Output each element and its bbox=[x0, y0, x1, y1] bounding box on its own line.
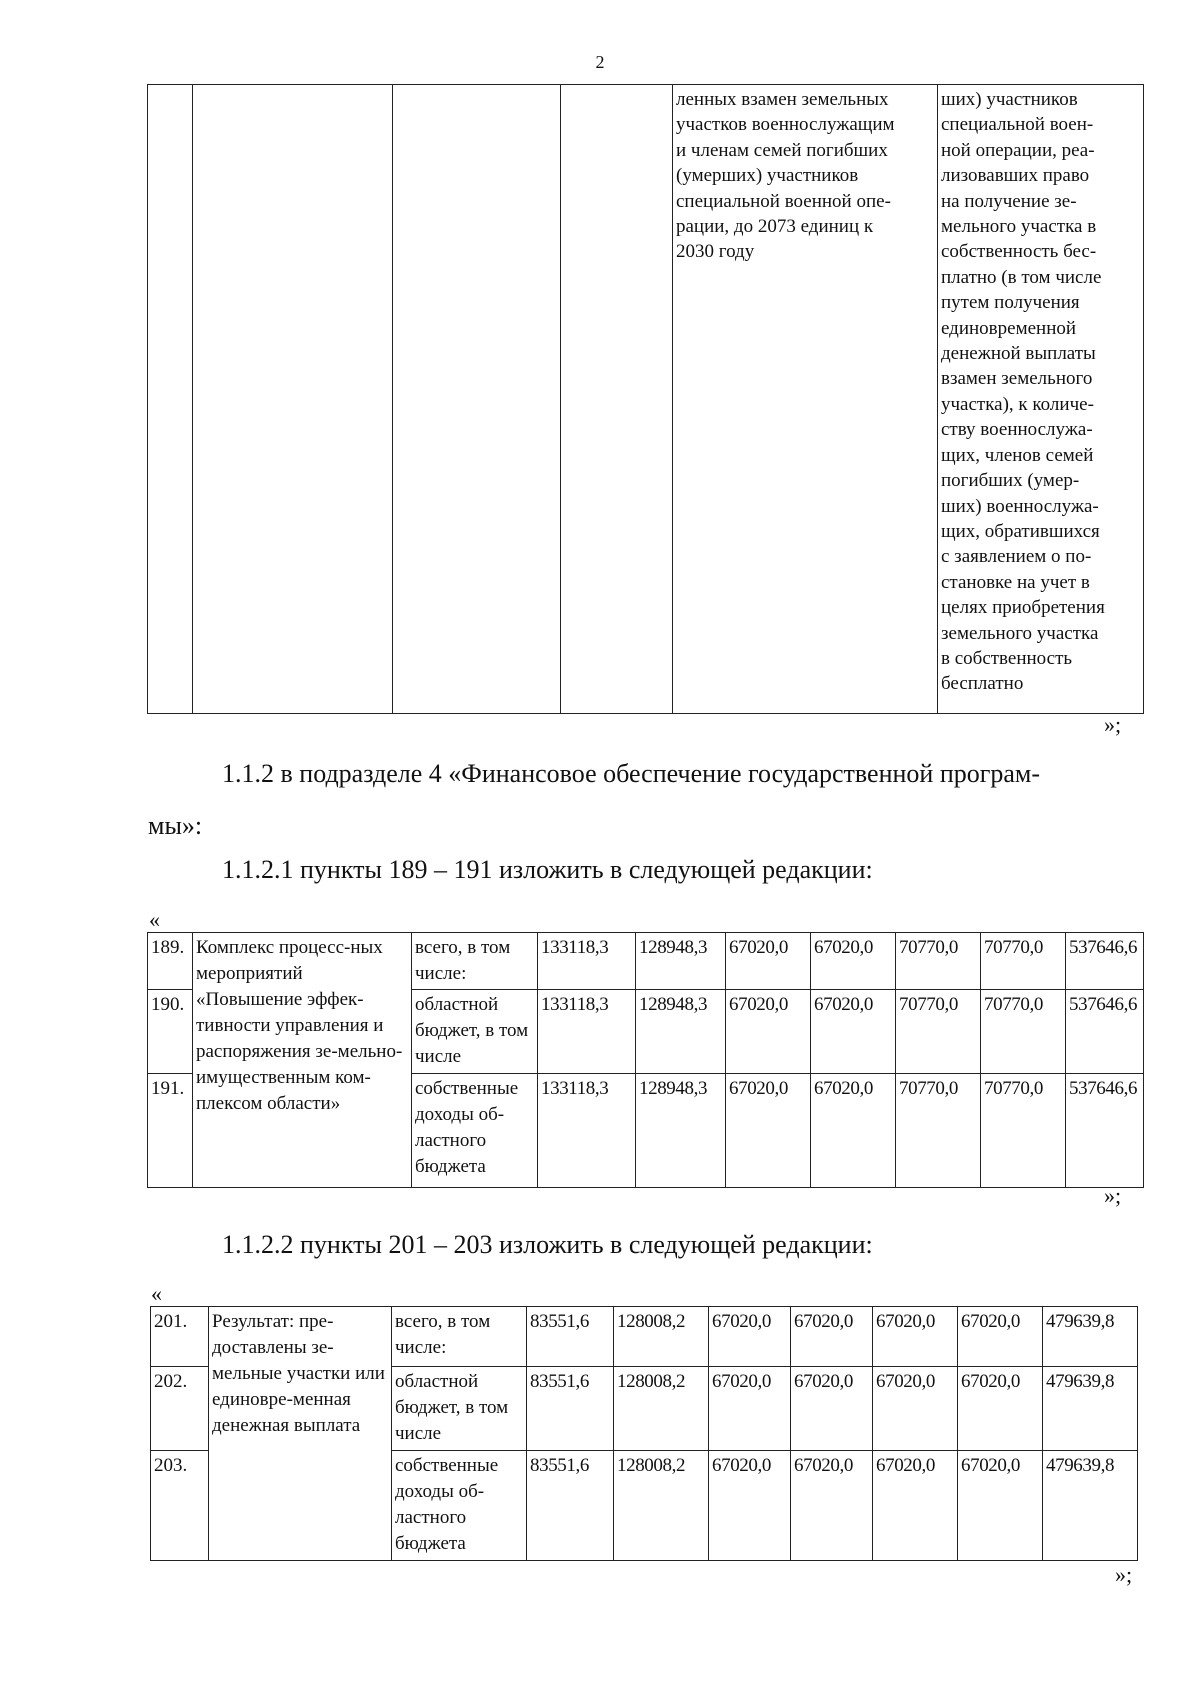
value-cell: 67020,0 bbox=[709, 1451, 791, 1561]
text-line: участка), к количе- bbox=[941, 393, 1094, 415]
value-cell: 67020,0 bbox=[726, 990, 811, 1074]
funding-source: областной бюджет, в том числе bbox=[392, 1367, 527, 1451]
value-cell: 67020,0 bbox=[791, 1367, 873, 1451]
text-line: рации, до 2073 единиц к bbox=[676, 216, 874, 238]
text-line: с заявлением о по- bbox=[941, 546, 1092, 568]
value-cell: 83551,6 bbox=[527, 1307, 614, 1367]
closing-quote: »; bbox=[1104, 712, 1122, 737]
paragraph-1-1-2: 1.1.2 в подразделе 4 «Финансовое обеспечение государственной програм- bbox=[222, 759, 1041, 788]
text-line: взамен земельного bbox=[941, 368, 1093, 390]
value-cell: 67020,0 bbox=[726, 933, 811, 990]
indicator-method-cell bbox=[938, 85, 1144, 714]
text-line: единовременной bbox=[941, 317, 1077, 339]
continuation-table bbox=[147, 84, 1144, 714]
indicator-description-cell bbox=[673, 85, 938, 714]
text-line: и членам семей погибших bbox=[676, 139, 888, 161]
row-number: 191. bbox=[148, 1074, 193, 1188]
text-line: ших) участников bbox=[941, 89, 1078, 110]
value-cell: 537646,6 bbox=[1066, 933, 1144, 990]
value-cell: 67020,0 bbox=[873, 1451, 958, 1561]
value-cell: 128008,2 bbox=[614, 1451, 709, 1561]
value-cell: 67020,0 bbox=[811, 933, 896, 990]
text-line: на получение зе- bbox=[941, 190, 1077, 212]
text-line: лизовавших право bbox=[941, 165, 1090, 187]
text-line: целях приобретения bbox=[941, 597, 1105, 619]
opening-quote: « bbox=[151, 1281, 162, 1306]
value-cell: 70770,0 bbox=[981, 1074, 1066, 1188]
value-cell: 67020,0 bbox=[958, 1307, 1043, 1367]
opening-quote: « bbox=[149, 907, 160, 932]
text-line: мельного участка в bbox=[941, 216, 1097, 238]
table-cell bbox=[393, 85, 561, 714]
text-line: специальной военной опе- bbox=[676, 190, 891, 212]
paragraph-1-1-2-1: 1.1.2.1 пункты 189 – 191 изложить в следующей редакции: bbox=[222, 855, 873, 884]
funding-source: собственные доходы об-ластного бюджета bbox=[412, 1074, 538, 1188]
value-cell: 128008,2 bbox=[614, 1367, 709, 1451]
value-cell: 128948,3 bbox=[636, 990, 726, 1074]
value-cell: 70770,0 bbox=[981, 990, 1066, 1074]
value-cell: 67020,0 bbox=[791, 1307, 873, 1367]
finance-table-189-191 bbox=[147, 932, 1144, 1188]
value-cell: 67020,0 bbox=[811, 990, 896, 1074]
text-line: щих, обратившихся bbox=[941, 520, 1100, 542]
value-cell: 128948,3 bbox=[636, 933, 726, 990]
paragraph-1-1-2-cont: мы»: bbox=[148, 811, 203, 840]
value-cell: 537646,6 bbox=[1066, 990, 1144, 1074]
value-cell: 67020,0 bbox=[791, 1451, 873, 1561]
text-line: платно (в том числе bbox=[941, 266, 1102, 288]
value-cell: 479639,8 bbox=[1043, 1307, 1138, 1367]
text-line: ших) военнослужа- bbox=[941, 495, 1099, 517]
funding-source: областной бюджет, в том числе bbox=[412, 990, 538, 1074]
row-number: 189. bbox=[148, 933, 193, 990]
value-cell: 133118,3 bbox=[538, 990, 636, 1074]
value-cell: 70770,0 bbox=[981, 933, 1066, 990]
row-number: 203. bbox=[151, 1451, 209, 1561]
table-cell bbox=[193, 85, 393, 714]
value-cell: 67020,0 bbox=[958, 1367, 1043, 1451]
value-cell: 479639,8 bbox=[1043, 1367, 1138, 1451]
funding-source: всего, в том числе: bbox=[412, 933, 538, 990]
text-line: (умерших) участников bbox=[676, 165, 859, 187]
text-line: денежной выплаты bbox=[941, 343, 1096, 365]
closing-quote: »; bbox=[1115, 1562, 1133, 1587]
value-cell: 67020,0 bbox=[726, 1074, 811, 1188]
text-line: собственность бес- bbox=[941, 241, 1097, 263]
value-cell: 128008,2 bbox=[614, 1307, 709, 1367]
text-line: в собственность bbox=[941, 647, 1073, 669]
measure-name: Комплекс процесс-ных мероприятий «Повышение эффек-тивности управления и распоряжения зе-мельно-имущественным ком-плексом области» bbox=[193, 933, 412, 1188]
row-number: 202. bbox=[151, 1367, 209, 1451]
text-line: участков военнослужащим bbox=[676, 114, 895, 136]
funding-source: собственные доходы об-ластного бюджета bbox=[392, 1451, 527, 1561]
value-cell: 70770,0 bbox=[896, 933, 981, 990]
value-cell: 67020,0 bbox=[811, 1074, 896, 1188]
funding-source: всего, в том числе: bbox=[392, 1307, 527, 1367]
finance-table-201-203 bbox=[150, 1306, 1138, 1561]
text-line: ной операции, реа- bbox=[941, 139, 1095, 161]
result-name: Результат: пре-доставлены зе-мельные участки или единовре-менная денежная выплата bbox=[209, 1307, 392, 1561]
text-line: бесплатно bbox=[941, 673, 1024, 695]
text-line: путем получения bbox=[941, 292, 1080, 314]
table-cell bbox=[561, 85, 673, 714]
row-number: 190. bbox=[148, 990, 193, 1074]
value-cell: 67020,0 bbox=[873, 1367, 958, 1451]
value-cell: 128948,3 bbox=[636, 1074, 726, 1188]
value-cell: 83551,6 bbox=[527, 1367, 614, 1451]
value-cell: 67020,0 bbox=[873, 1307, 958, 1367]
page-number: 2 bbox=[595, 52, 605, 72]
value-cell: 67020,0 bbox=[709, 1307, 791, 1367]
row-number: 201. bbox=[151, 1307, 209, 1367]
closing-quote: »; bbox=[1104, 1183, 1122, 1208]
text-line: ству военнослужа- bbox=[941, 419, 1093, 441]
text-line: специальной воен- bbox=[941, 114, 1094, 136]
value-cell: 70770,0 bbox=[896, 990, 981, 1074]
value-cell: 83551,6 bbox=[527, 1451, 614, 1561]
text-line: ленных взамен земельных bbox=[676, 89, 889, 110]
paragraph-1-1-2-2: 1.1.2.2 пункты 201 – 203 изложить в следующей редакции: bbox=[222, 1230, 873, 1259]
value-cell: 537646,6 bbox=[1066, 1074, 1144, 1188]
value-cell: 133118,3 bbox=[538, 1074, 636, 1188]
text-line: погибших (умер- bbox=[941, 470, 1080, 492]
text-line: становке на учет в bbox=[941, 571, 1090, 593]
value-cell: 67020,0 bbox=[958, 1451, 1043, 1561]
value-cell: 479639,8 bbox=[1043, 1451, 1138, 1561]
value-cell: 70770,0 bbox=[896, 1074, 981, 1188]
value-cell: 67020,0 bbox=[709, 1367, 791, 1451]
text-line: 2030 году bbox=[676, 241, 755, 263]
text-line: земельного участка bbox=[941, 622, 1099, 644]
value-cell: 133118,3 bbox=[538, 933, 636, 990]
text-line: щих, членов семей bbox=[941, 444, 1094, 466]
table-cell bbox=[148, 85, 193, 714]
